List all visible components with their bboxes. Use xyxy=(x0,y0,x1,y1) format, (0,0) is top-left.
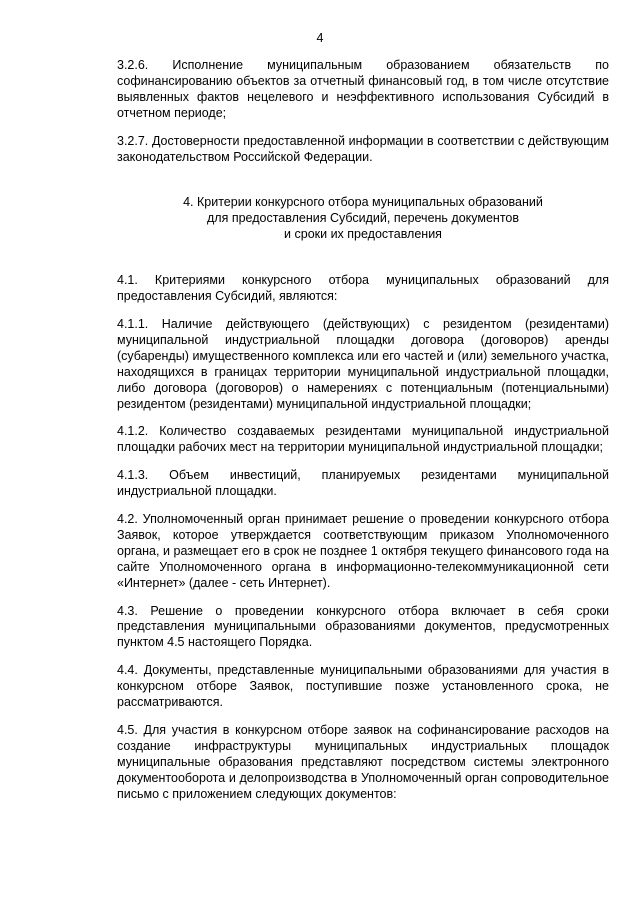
paragraph-4-2: 4.2. Уполномоченный орган принимает решение о проведении конкурсного отбора Заявок, которое утверждается соответствующим приказом Уполномоченного органа, и размещает его в срок не позднее 1 октября текущего финансового года на сайте Уполномоченного органа в информационно-телекоммуникационной сети «Интернет» (далее - сеть Интернет). xyxy=(117,512,609,590)
section-heading xyxy=(117,195,609,243)
paragraph-4-3: 4.3. Решение о проведении конкурсного отбора включает в себя сроки представления муниципальными образованиями документов, предусмотренных пунктом 4.5 настоящего Порядка. xyxy=(117,603,609,650)
section-heading-line-2: для предоставления Субсидий, перечень документов xyxy=(206,211,519,226)
page-number: 4 xyxy=(316,31,324,45)
paragraph-4-5: 4.5. Для участия в конкурсном отборе заявок на софинансирование расходов на создание инфраструктуры муниципальных индустриальных площадок муниципальные образования представляют посредством системы электронного документооборота и делопроизводства в Уполномоченный орган сопроводительное письмо с приложением следующих документов: xyxy=(117,723,609,801)
section-heading-line-3: и сроки их предоставления xyxy=(284,227,442,242)
paragraph-4-1-1: 4.1.1. Наличие действующего (действующих) с резидентом (резидентами) муниципальной индустриальной площадки договора (договоров) аренды (субаренды) имущественного комплекса или его частей и (или) земельного участка, находящихся в границах территории муниципальной индустриальной площадки, либо договора (договоров) о намерениях с потенциальным (потенциальными) резидентом (резидентами) муниципальной индустриальной площадки; xyxy=(117,316,609,411)
section-heading-line-1: 4. Критерии конкурсного отбора муниципальных образований xyxy=(183,195,543,210)
paragraph-4-1-2: 4.1.2. Количество создаваемых резидентами муниципальной индустриальной площадки рабочих мест на территории муниципальной индустриальной площадки; xyxy=(117,424,609,455)
paragraph-4-4: 4.4. Документы, представленные муниципальными образованиями для участия в конкурсном отборе Заявок, поступившие позже установленного срока, не рассматриваются. xyxy=(117,663,609,710)
paragraph-4-1-3: 4.1.3. Объем инвестиций, планируемых резидентами муниципальной индустриальной площадки. xyxy=(117,468,609,499)
paragraph-4-1: 4.1. Критериями конкурсного отбора муниципальных образований для предоставления Субсидий, являются: xyxy=(117,273,609,304)
paragraph-3-2-6: 3.2.6. Исполнение муниципальным образованием обязательств по софинансированию объектов за отчетный финансовый год, в том числе отсутствие выявленных фактов нецелевого и неэффективного использования Субсидий в отчетном периоде; xyxy=(117,58,609,120)
paragraph-3-2-7: 3.2.7. Достоверности предоставленной информации в соответствии с действующим законодательством Российской Федерации. xyxy=(117,133,609,164)
document-body xyxy=(117,58,609,815)
